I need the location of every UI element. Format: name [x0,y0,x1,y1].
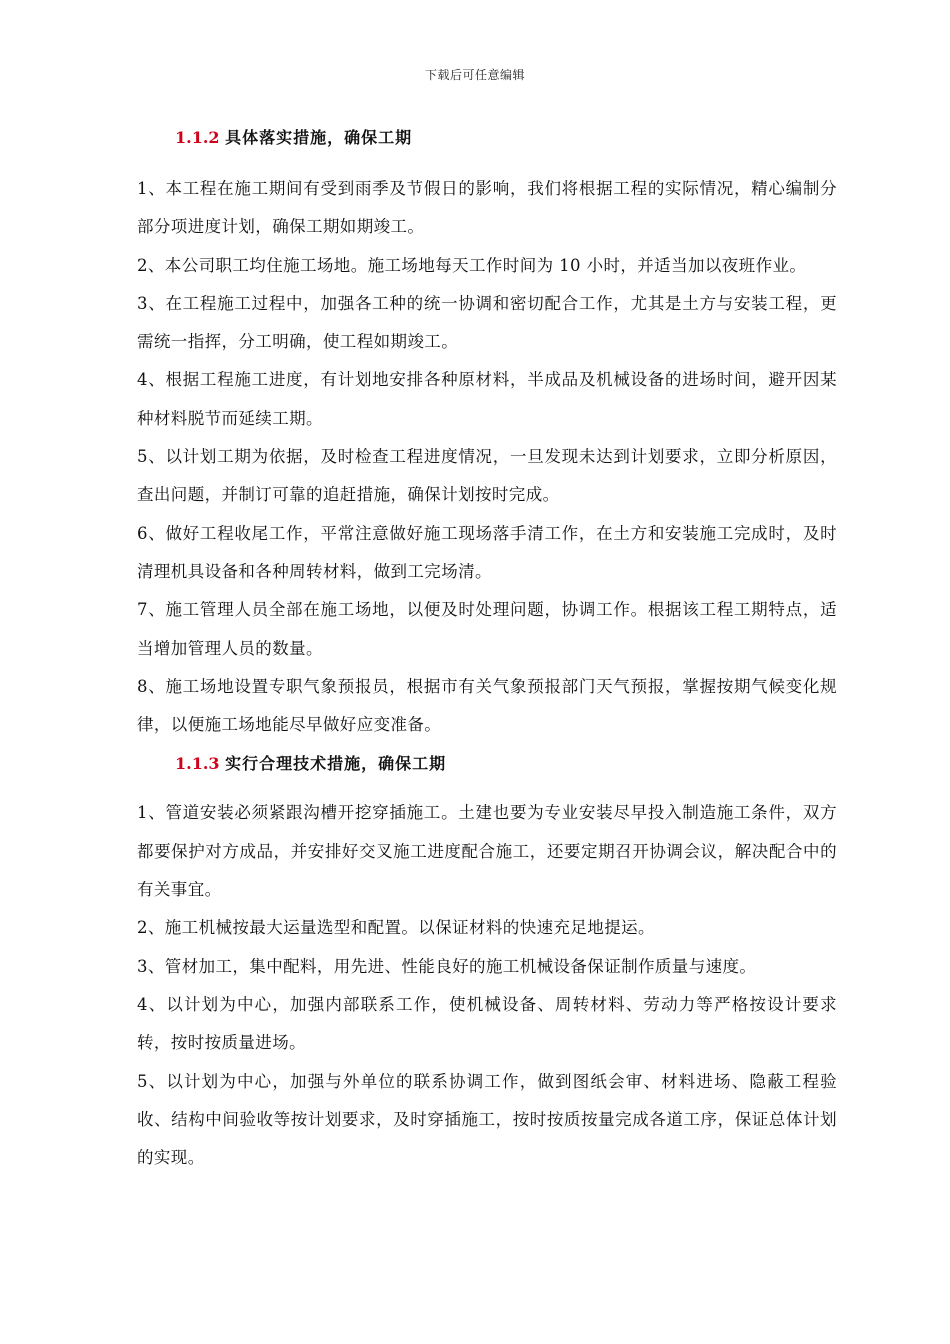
paragraph: 3、在工程施工过程中，加强各工种的统一协调和密切配合工作，尤其是土方与安装工程，更需统一指挥，分工明确，使工程如期竣工。 [137,293,837,352]
section-heading-1-1-3 [175,750,837,778]
paragraph: 3、管材加工，集中配料，用先进、性能良好的施工机械设备保证制作质量与速度。 [137,956,757,976]
paragraph: 2、本公司职工均住施工场地。施工场地每天工作时间为 10 小时，并适当加以夜班作业。 [137,255,807,275]
paragraph: 5、以计划工期为依据，及时检查工程进度情况，一旦发现未达到计划要求，立即分析原因，查出问题，并制订可靠的追赶措施，确保计划按时完成。 [137,447,837,505]
paragraph: 6、做好工程收尾工作，平常注意做好施工现场落手清工作，在土方和安装施工完成时，及时清理机具设备和各种周转材料，做到工完场清。 [137,523,837,581]
paragraph: 4、根据工程施工进度，有计划地安排各种原材料，半成品及机械设备的进场时间，避开因某种材料脱节而延续工期。 [137,370,837,428]
paragraph: 1、管道安装必须紧跟沟槽开挖穿插施工。土建也要为专业安装尽早投入制造施工条件，双方都要保护对方成品，并安排好交叉施工进度配合施工，还要定期召开协调会议，解决配合中的有关事宜。 [137,803,837,900]
section-title: 实行合理技术措施，确保工期 [225,754,447,774]
paragraph: 7、施工管理人员全部在施工场地，以便及时处理问题，协调工作。根据该工程工期特点，适当增加管理人员的数量。 [137,600,837,658]
section-title: 具体落实措施，确保工期 [225,128,413,147]
paragraph: 2、施工机械按最大运量选型和配置。以保证材料的快速充足地提运。 [137,918,655,938]
section-heading-1-1-2 [175,124,837,152]
paragraph: 4、以计划为中心，加强内部联系工作，使机械设备、周转材料、劳动力等严格按设计要求转，按时按质量进场。 [137,994,837,1053]
section-number: 1.1.2 [175,128,220,147]
section-number: 1.1.3 [175,754,220,774]
paragraph: 5、以计划为中心，加强与外单位的联系协调工作，做到图纸会审、材料进场、隐蔽工程验收、结构中间验收等按计划要求，及时穿插施工，按时按质按量完成各道工序，保证总体计划的实现。 [137,1071,837,1168]
paragraph: 1、本工程在施工期间有受到雨季及节假日的影响，我们将根据工程的实际情况，精心编制分部分项进度计划，确保工期如期竣工。 [137,179,837,237]
document-body [137,124,837,1177]
paragraph: 8、施工场地设置专职气象预报员，根据市有关气象预报部门天气预报，掌握按期气候变化规律，以便施工场地能尽早做好应变准备。 [137,676,837,735]
page-header: 下载后可任意编辑 [424,68,525,82]
